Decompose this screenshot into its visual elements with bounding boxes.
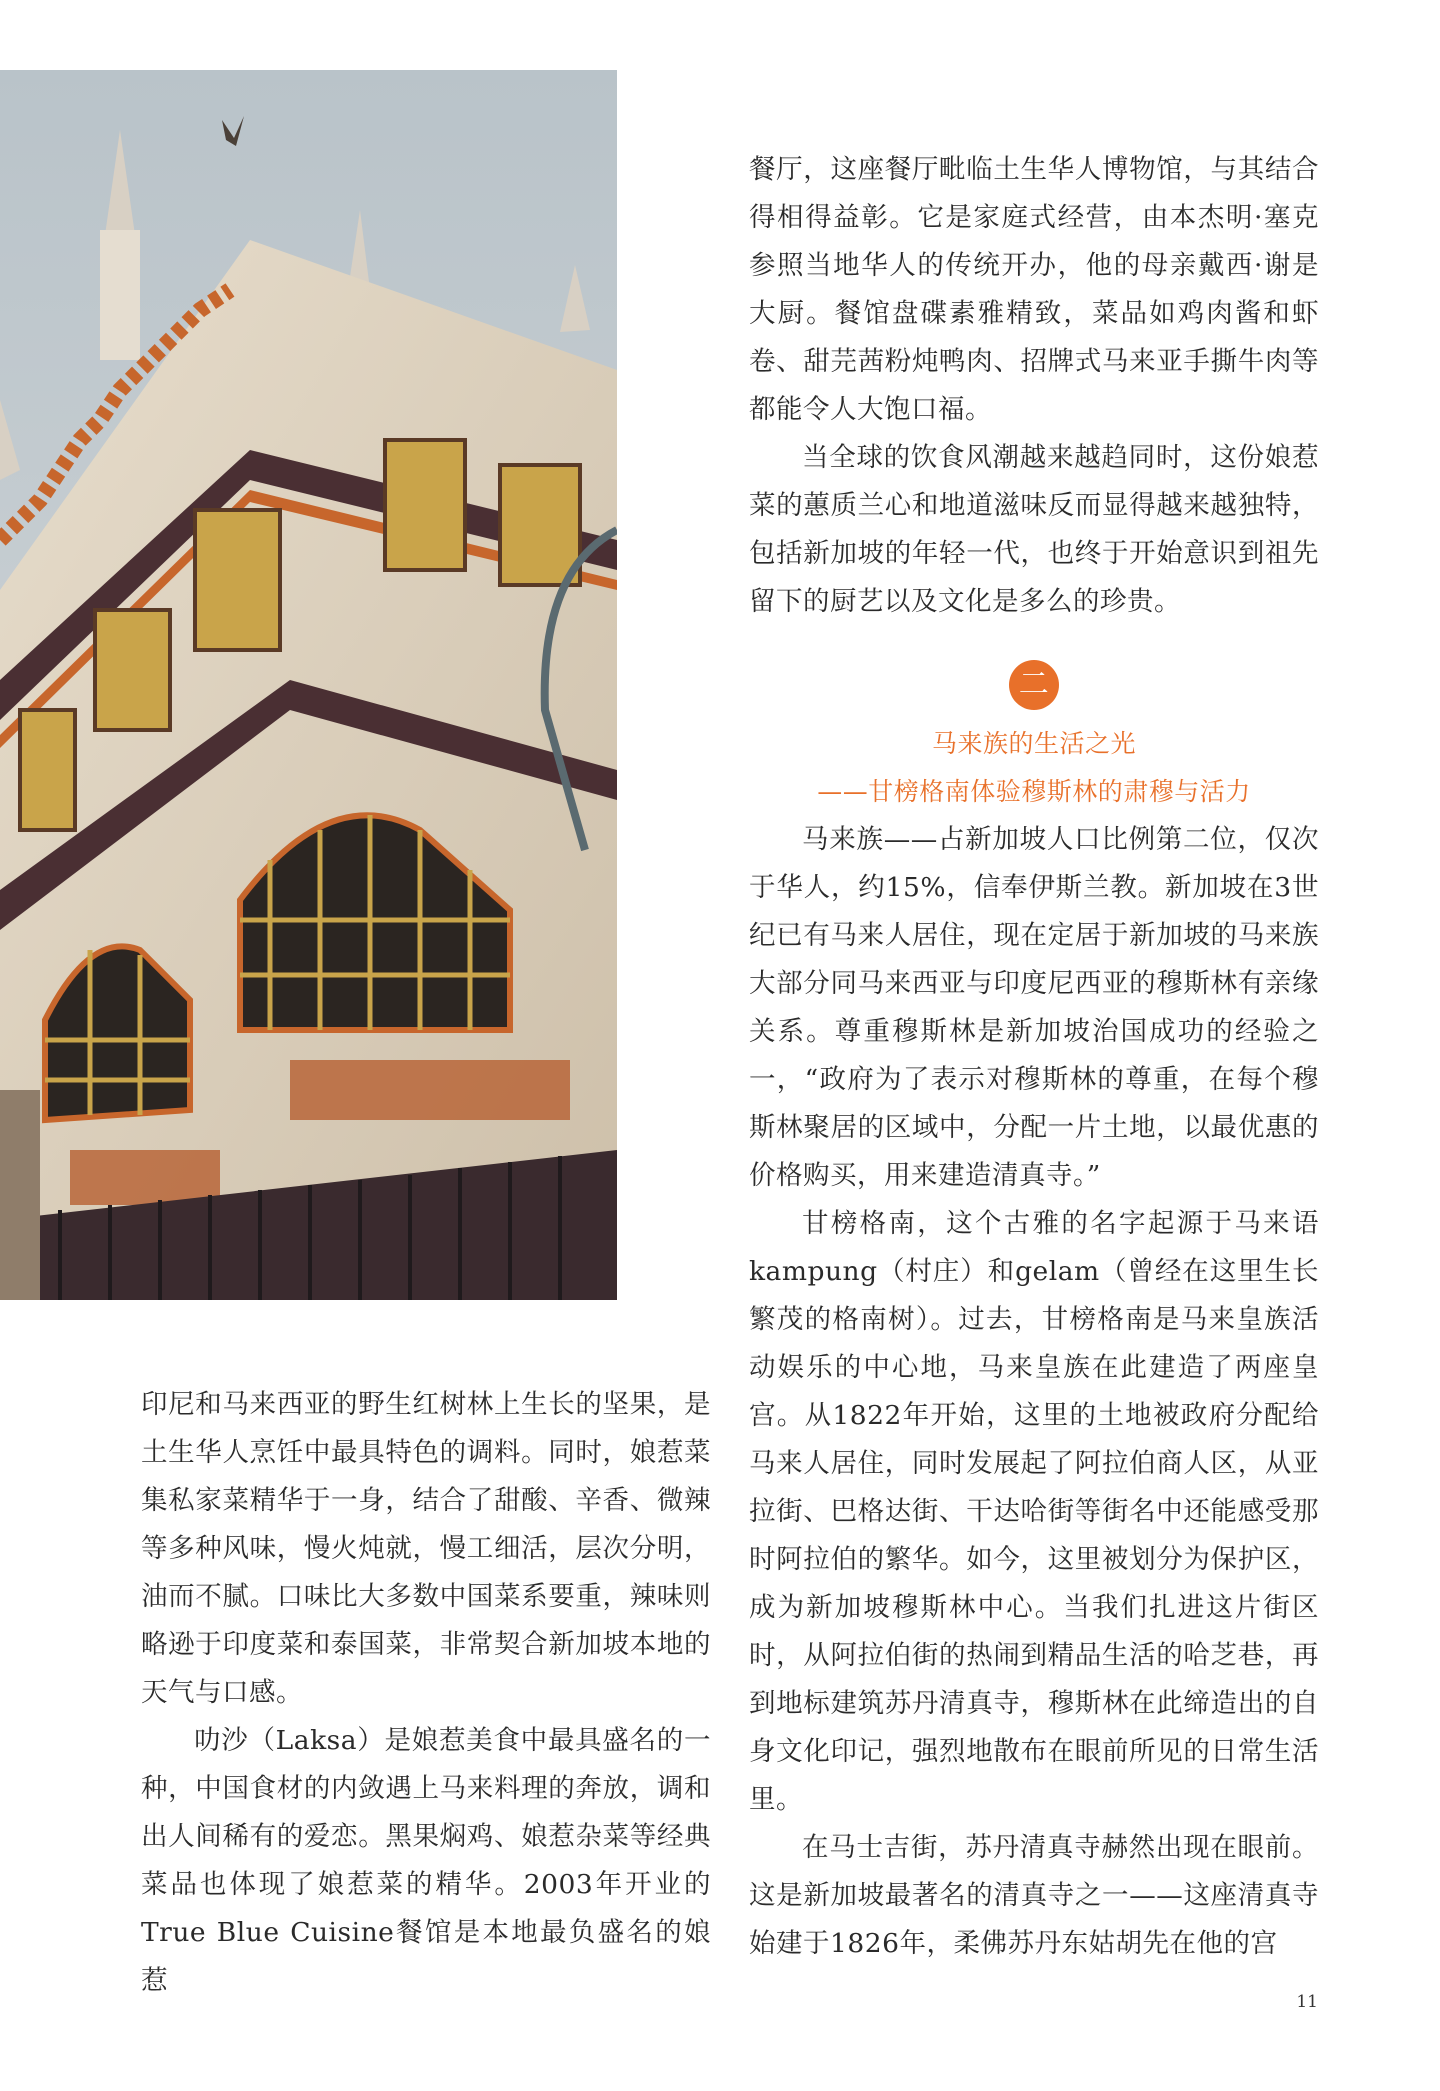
section-subtitle: ——甘榜格南体验穆斯林的肃穆与活力: [817, 777, 1251, 806]
paragraph: 在马士吉街，苏丹清真寺赫然出现在眼前。这是新加坡最著名的清真寺之一——这座清真寺始建于1826年，柔佛苏丹东姑胡先在他的宫: [749, 1832, 1319, 1959]
paragraph: 餐厅，这座餐厅毗临土生华人博物馆，与其结合得相得益彰。它是家庭式经营，由本杰明·塞克参照当地华人的传统开办，他的母亲戴西·谢是大厨。餐馆盘碟素雅精致，菜品如鸡肉酱和虾卷、甜芫茜粉炖鸭肉、招牌式马来亚手撕牛肉等都能令人大饱口福。: [749, 154, 1319, 425]
left-column: [141, 1381, 711, 2005]
section-title: 马来族的生活之光: [931, 729, 1136, 758]
section-number-badge: 二: [1009, 660, 1059, 710]
paragraph: 印尼和马来西亚的野生红树林上生长的坚果，是土生华人烹饪中最具特色的调料。同时，娘惹菜集私家菜精华于一身，结合了甜酸、辛香、微辣等多种风味，慢火炖就，慢工细活，层次分明，油而不腻。口味比大多数中国菜系要重，辣味则略逊于印度菜和泰国菜，非常契合新加坡本地的天气与口感。: [141, 1389, 711, 1708]
paragraph: 马来族——占新加坡人口比例第二位，仅次于华人，约15%，信奉伊斯兰教。新加坡在3世纪已有马来人居住，现在定居于新加坡的马来族大部分同马来西亚与印度尼西亚的穆斯林有亲缘关系。尊重穆斯林是新加坡治国成功的经验之一，“政府为了表示对穆斯林的尊重，在每个穆斯林聚居的区域中，分配一片土地，以最优惠的价格购买，用来建造清真寺。”: [749, 824, 1319, 1191]
right-column: [749, 146, 1319, 1968]
page-number: 11: [1296, 1992, 1318, 2012]
paragraph: 甘榜格南，这个古雅的名字起源于马来语kampung（村庄）和gelam（曾经在这里生长繁茂的格南树）。过去，甘榜格南是马来皇族活动娱乐的中心地，马来皇族在此建造了两座皇宫。从1822年开始，这里的土地被政府分配给马来人居住，同时发展起了阿拉伯商人区，从亚拉街、巴格达街、干达哈街等街名中还能感受那时阿拉伯的繁华。如今，这里被划分为保护区，成为新加坡穆斯林中心。当我们扎进这片街区时，从阿拉伯街的热闹到精品生活的哈芝巷，再到地标建筑苏丹清真寺，穆斯林在此缔造出的自身文化印记，强烈地散布在眼前所见的日常生活里。: [749, 1208, 1319, 1815]
paragraph: 当全球的饮食风潮越来越趋同时，这份娘惹菜的蕙质兰心和地道滋味反而显得越来越独特，包括新加坡的年轻一代，也终于开始意识到祖先留下的厨艺以及文化是多么的珍贵。: [749, 442, 1319, 617]
mosque-illustration: [0, 70, 617, 1300]
paragraph: 叻沙（Laksa）是娘惹美食中最具盛名的一种，中国食材的内敛遇上马来料理的奔放，调和出人间稀有的爱恋。黑果焖鸡、娘惹杂菜等经典菜品也体现了娘惹菜的精华。2003年开业的True Blue Cuisine餐馆是本地最负盛名的娘惹: [141, 1725, 711, 1996]
mosque-photo: [0, 70, 617, 1300]
